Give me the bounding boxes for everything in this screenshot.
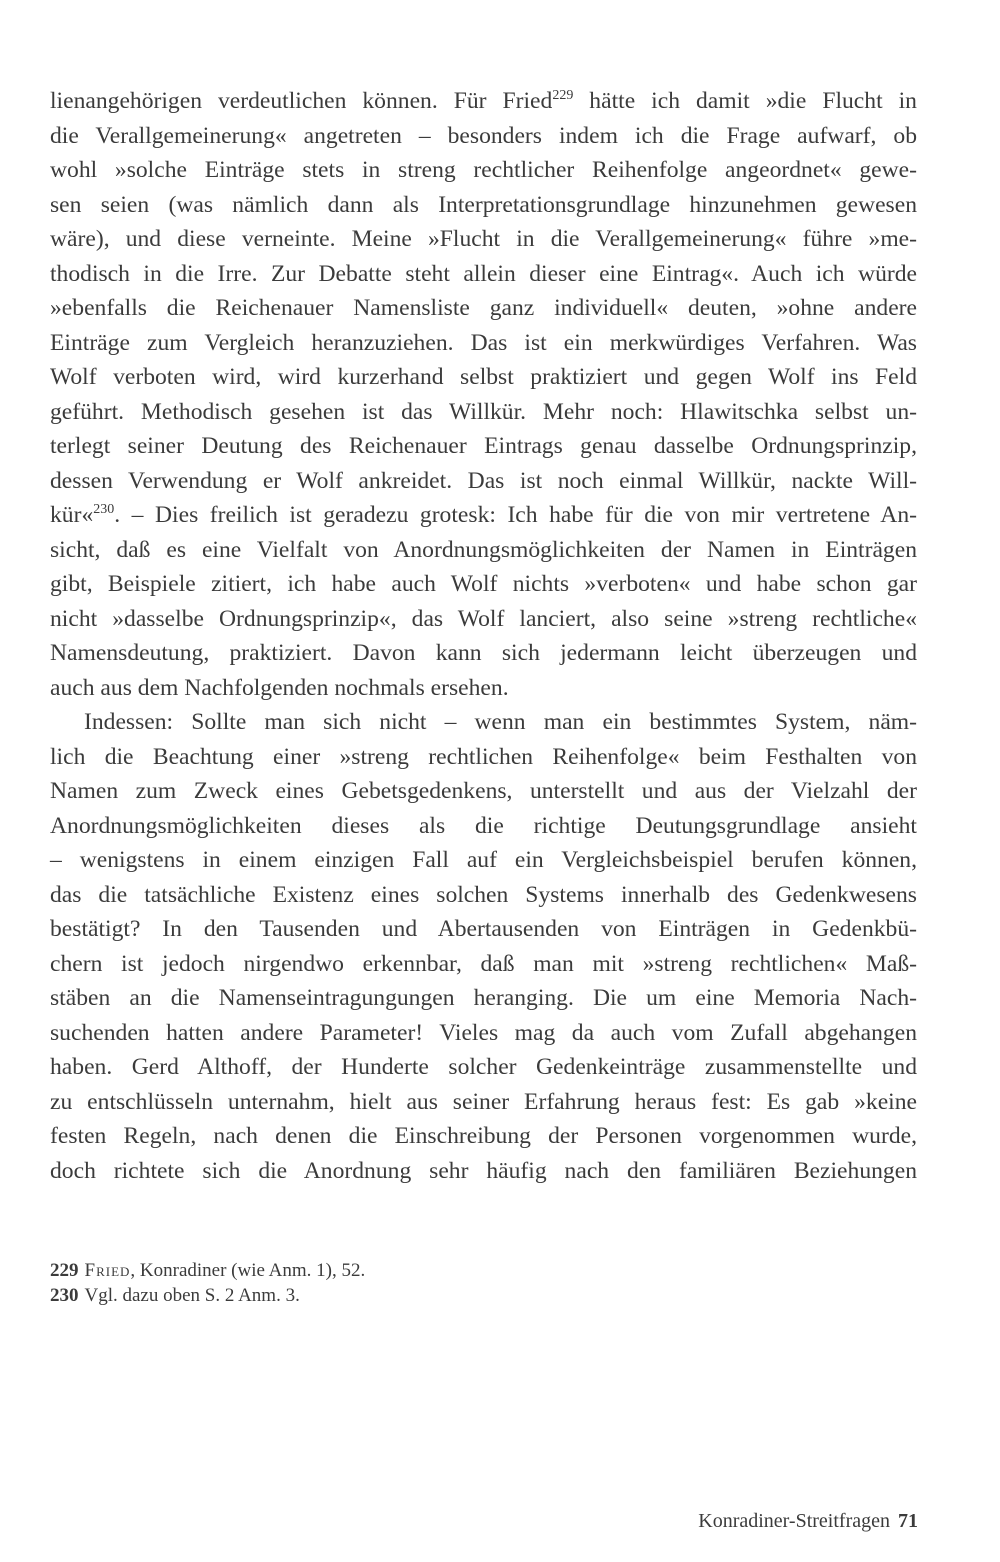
text-line: nicht »dasselbe Ordnungsprinzip«, das Wolf lanciert, also seine »streng rechtliche« bbox=[50, 605, 917, 632]
text-line: »ebenfalls die Reichenauer Namensliste ganz individuell« deuten, »ohne andere bbox=[50, 295, 917, 321]
text-line: chern ist jedoch nirgendwo erkennbar, daß man mit »streng rechtlichen« Maß- bbox=[50, 950, 917, 977]
text-line: terlegt seiner Deutung des Reichenauer Eintrags genau dasselbe Ordnungsprinzip, bbox=[50, 433, 917, 459]
text-span: . – Dies freilich ist geradezu grotesk: Ich habe für die von mir vertretene An- bbox=[114, 502, 917, 528]
footnotes bbox=[50, 1258, 917, 1308]
text-line: – wenigstens in einem einzigen Fall auf ein Vergleichsbeispiel berufen können, bbox=[50, 847, 917, 873]
footnote-text: Vgl. dazu oben S. 2 Anm. 3. bbox=[84, 1285, 300, 1306]
main-text bbox=[50, 84, 917, 1188]
text-line: geführt. Methodisch gesehen ist das Willkür. Mehr noch: Hlawitschka selbst un- bbox=[50, 398, 917, 425]
text-line: lich die Beachtung einer »streng rechtlichen Reihenfolge« beim Festhalten von bbox=[50, 743, 917, 770]
text-line: auch aus dem Nachfolgenden nochmals ersehen. bbox=[50, 674, 509, 701]
footnote-author: Fried bbox=[84, 1260, 131, 1281]
text-line: bestätigt? In den Tausenden und Abertausenden von Einträgen in Gedenkbü- bbox=[50, 916, 917, 942]
text-span: kür« bbox=[50, 502, 94, 528]
text-line: Namensdeutung, praktiziert. Davon kann sich jedermann leicht überzeugen und bbox=[50, 640, 917, 666]
footnote-number: 230 bbox=[50, 1285, 79, 1306]
text-line: die Verallgemeinerung« angetreten – besonders indem ich die Frage aufwarf, ob bbox=[50, 122, 917, 149]
text-line: Wolf verboten wird, wird kurzerhand selbst praktiziert und gegen Wolf ins Feld bbox=[50, 364, 917, 390]
text-line: wäre), und diese verneinte. Meine »Flucht in die Verallgemeinerung« führe »me- bbox=[50, 226, 917, 252]
text-span: lienangehörigen verdeutlichen können. Für Fried bbox=[50, 88, 553, 114]
text-line: sen seien (was nämlich dann als Interpretationsgrundlage hinzunehmen gewesen bbox=[50, 191, 917, 218]
footnote-ref-230: 230 bbox=[93, 502, 115, 517]
footnote-230 bbox=[50, 1283, 917, 1308]
text-line: Namen zum Zweck eines Gebetsgedenkens, unterstellt und aus der Vielzahl der bbox=[50, 778, 917, 804]
footnote-ref-229: 229 bbox=[552, 88, 574, 103]
paragraph bbox=[50, 84, 917, 705]
footnote-text: , Konradiner (wie Anm. 1), 52. bbox=[130, 1260, 366, 1281]
text-line: dessen Verwendung er Wolf ankreidet. Das ist noch einmal Willkür, nackte Will- bbox=[50, 467, 917, 494]
running-title: Konradiner-Streitfragen bbox=[698, 1510, 890, 1532]
text-line bbox=[50, 84, 917, 119]
text-line bbox=[50, 498, 917, 533]
text-line: thodisch in die Irre. Zur Debatte steht allein dieser eine Eintrag«. Auch ich würde bbox=[50, 260, 917, 287]
text-line: das die tatsächliche Existenz eines solchen Systems innerhalb des Gedenkwesens bbox=[50, 881, 917, 908]
text-line: doch richtete sich die Anordnung sehr häufig nach den familiären Beziehungen bbox=[50, 1157, 917, 1184]
text-line: sicht, daß es eine Vielfalt von Anordnungsmöglichkeiten der Namen in Einträgen bbox=[50, 536, 917, 563]
running-footer bbox=[698, 1510, 918, 1533]
footnote-number: 229 bbox=[50, 1260, 79, 1281]
text-line: Indessen: Sollte man sich nicht – wenn man ein bestimmtes System, näm- bbox=[84, 709, 917, 735]
text-line: zu entschlüsseln unternahm, hielt aus seiner Erfahrung heraus fest: Es gab »keine bbox=[50, 1088, 917, 1115]
text-line: Anordnungsmöglichkeiten dieses als die richtige Deutungsgrundlage ansieht bbox=[50, 812, 917, 839]
text-line: festen Regeln, nach denen die Einschreibung der Personen vorgenommen wurde, bbox=[50, 1123, 917, 1149]
page-number: 71 bbox=[898, 1510, 918, 1532]
text-line: gibt, Beispiele zitiert, ich habe auch Wolf nichts »verboten« und habe schon gar bbox=[50, 571, 917, 597]
text-span: hätte ich damit »die Flucht in bbox=[573, 88, 917, 114]
text-line: stäben an die Namenseintragungungen heranging. Die um eine Memoria Nach- bbox=[50, 985, 917, 1011]
text-line: wohl »solche Einträge stets in streng rechtlicher Reihenfolge angeordnet« gewe- bbox=[50, 157, 917, 183]
text-line: Einträge zum Vergleich heranzuziehen. Das ist ein merkwürdiges Verfahren. Was bbox=[50, 329, 917, 356]
footnote-229 bbox=[50, 1258, 917, 1283]
text-line: haben. Gerd Althoff, der Hunderte solcher Gedenkeinträge zusammenstellte und bbox=[50, 1054, 917, 1080]
text-line: suchenden hatten andere Parameter! Vieles mag da auch vom Zufall abgehangen bbox=[50, 1019, 917, 1046]
paragraph bbox=[50, 705, 917, 1188]
